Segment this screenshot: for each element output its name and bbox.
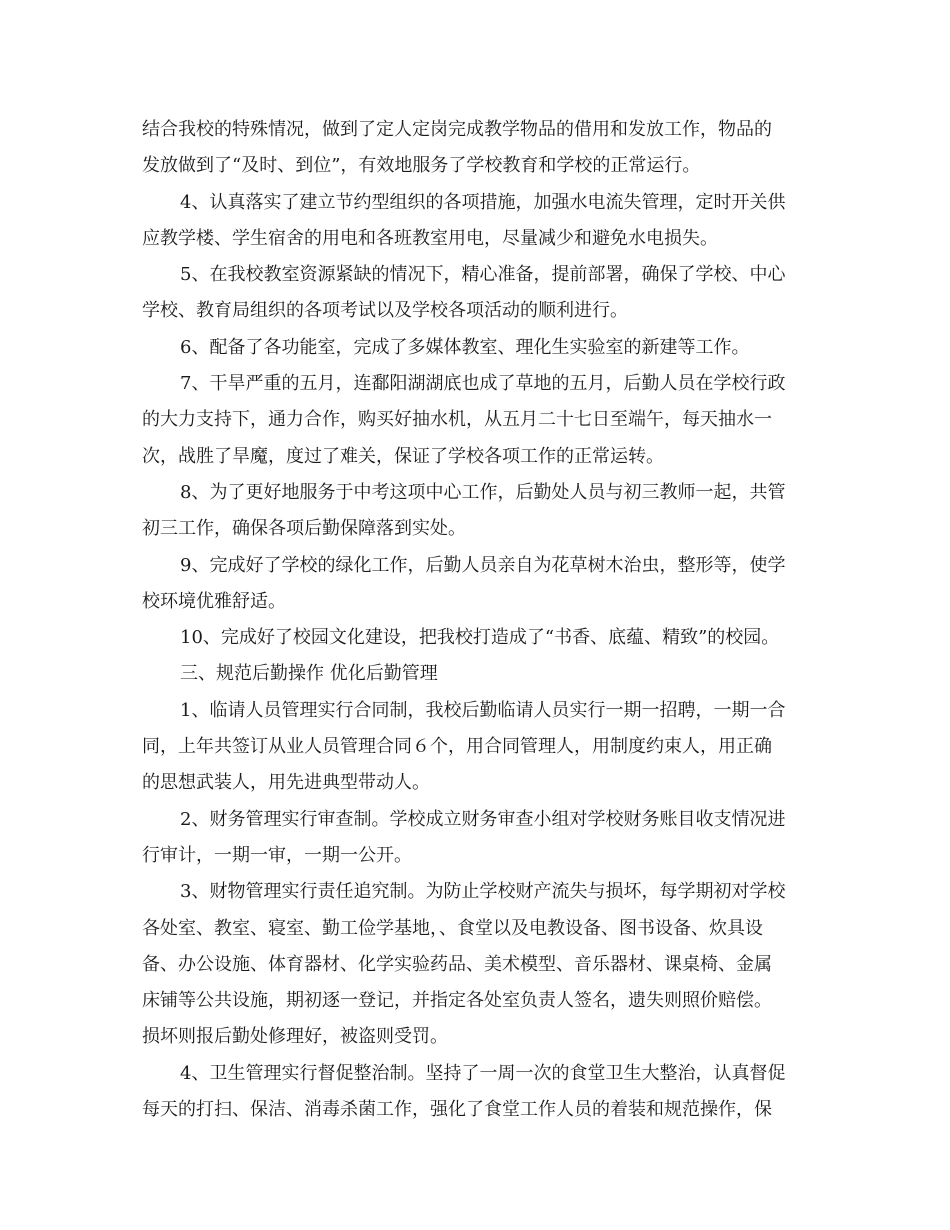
- text-line: 学校、教育局组织的各项考试以及学校各项活动的顺利进行。: [142, 300, 628, 322]
- text-line: 初三工作，确保各项后勤保障落到实处。: [142, 518, 466, 540]
- text-line: 7、干旱严重的五月，连鄱阳湖湖底也成了草地的五月，后勤人员在学校行政: [180, 373, 786, 395]
- text-line: 6、配备了各功能室，完成了多媒体教室、理化生实验室的新建等工作。: [180, 336, 750, 358]
- text-line: 各处室、教室、寝室、勤工俭学基地，、食堂以及电教设备、图书设备、炊具设: [142, 917, 763, 939]
- text-line: 4、卫生管理实行督促整治制。坚持了一周一次的食堂卫生大整治，认真督促: [180, 1062, 786, 1084]
- text-line: 10、完成好了校园文化建设，把我校打造成了“书香、底蕴、精致”的校园。: [180, 627, 780, 649]
- text-line: 行审计，一期一审，一期一公开。: [142, 844, 412, 866]
- text-line: 发放做到了“及时、到位”，有效地服务了学校教育和学校的正常运行。: [142, 155, 701, 177]
- text-line: 每天的打扫、保洁、消毒杀菌工作，强化了食堂工作人员的着装和规范操作，保: [142, 1099, 772, 1121]
- text-line: 床铺等公共设施，期初逐一登记，并指定各处室负责人签名，遗失则照价赔偿。: [142, 990, 772, 1012]
- document-body: [142, 112, 812, 1128]
- text-line: 3、财物管理实行责任追究制。为防止学校财产流失与损坏，每学期初对学校: [180, 881, 786, 903]
- text-line: 次，战胜了旱魔，度过了难关，保证了学校各项工作的正常运转。: [142, 445, 664, 467]
- text-line: 4、认真落实了建立节约型组织的各项措施，加强水电流失管理，定时开关供: [180, 191, 786, 213]
- text-line: 损坏则报后勤处修理好，被盗则受罚。: [142, 1026, 448, 1048]
- text-line: 备、办公设施、体育器材、化学实验药品、美术模型、音乐器材、课桌椅、金属: [142, 953, 772, 975]
- text-line: 校环境优雅舒适。: [142, 590, 286, 612]
- text-line: 的大力支持下，通力合作，购买好抽水机，从五月二十七日至端午，每天抽水一: [142, 409, 772, 431]
- text-line: 8、为了更好地服务于中考这项中心工作，后勤处人员与初三教师一起，共管: [180, 481, 786, 503]
- text-line: 的思想武装人，用先进典型带动人。: [142, 772, 430, 794]
- text-line: 三、规范后勤操作 优化后勤管理: [180, 663, 438, 685]
- text-line: 应教学楼、学生宿舍的用电和各班教室用电，尽量减少和避免水电损失。: [142, 227, 718, 249]
- text-line: 5、在我校教室资源紧缺的情况下，精心准备，提前部署，确保了学校、中心: [180, 264, 786, 286]
- text-line: 同，上年共签订从业人员管理合同６个，用合同管理人，用制度约束人，用正确: [142, 736, 772, 758]
- text-line: 9、完成好了学校的绿化工作，后勤人员亲自为花草树木治虫，整形等，使学: [180, 554, 786, 576]
- text-line: 结合我校的特殊情况，做到了定人定岗完成教学物品的借用和发放工作，物品的: [142, 119, 772, 140]
- text-line: 2、财务管理实行审查制。学校成立财务审查小组对学校财务账目收支情况进: [180, 808, 786, 830]
- text-line: 1、临请人员管理实行合同制，我校后勤临请人员实行一期一招聘，一期一合: [180, 699, 786, 721]
